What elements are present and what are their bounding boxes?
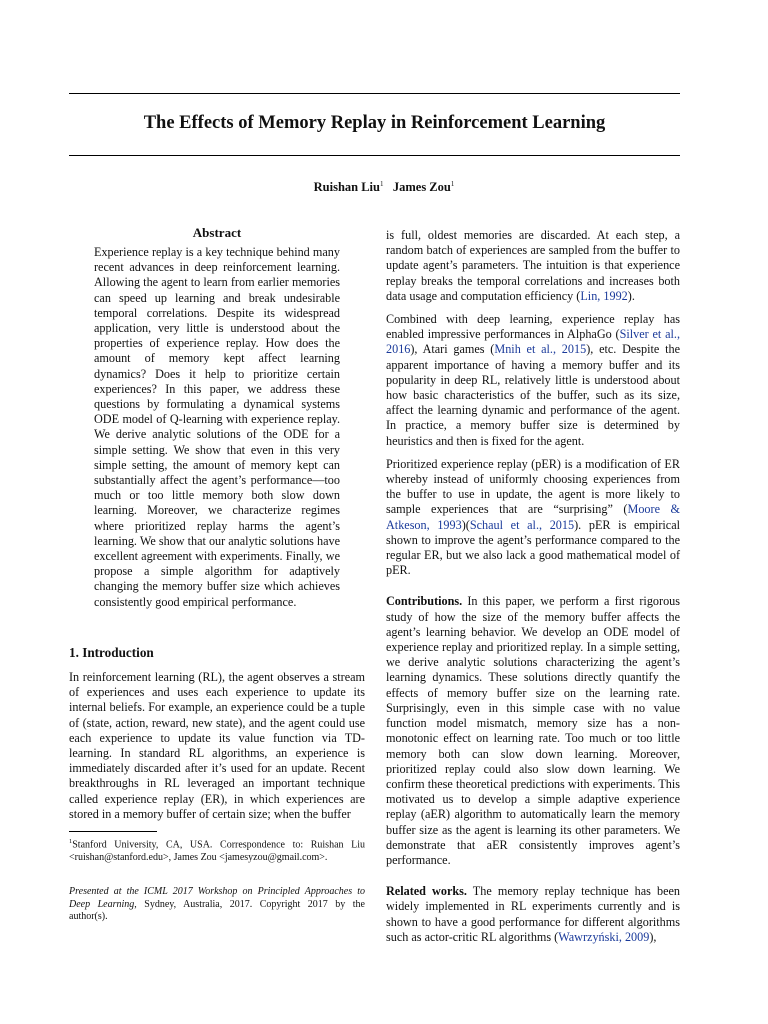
paragraph-lead: Contributions.	[386, 594, 463, 609]
footnote	[69, 836, 365, 865]
section-heading: 1. Introduction	[69, 645, 154, 660]
text-span: Combined with deep learning, experience replay has enabled impressive performances in AlphaGo (	[386, 312, 680, 342]
footnote-text: Stanford University, CA, USA. Correspondence to: Ruishan Liu <ruishan@stanford.edu>, James Zou <jamesyzou@gmail.com>.	[69, 839, 365, 863]
venue-note	[69, 886, 365, 924]
text-span: ).	[627, 288, 635, 303]
footnote-mark: 1	[69, 838, 73, 845]
author-name: Ruishan Liu	[313, 180, 380, 195]
paragraph	[386, 457, 680, 579]
text-span: ). pER is empirical shown to improve the agent’s performance compared to the regular ER, but we also lack a good mathematical model of pER.	[386, 517, 681, 578]
citation-link[interactable]: Wawrzyński, 2009	[558, 929, 650, 944]
text-span: is full, oldest memories are discarded. At each step, a random batch of experiences are sampled from the buffer to update agent’s parameters. The intuition is that experience replay breaks the temporal correlations and increases both data usage and computation efficiency (	[386, 228, 680, 303]
top-rule	[69, 93, 680, 94]
paragraph	[386, 594, 680, 868]
title-rule	[69, 155, 680, 156]
intro-column	[69, 670, 365, 830]
citation-link[interactable]: Silver et al., 2016	[386, 327, 681, 357]
text-span: ), Atari games (	[410, 342, 495, 357]
paragraph: In reinforcement learning (RL), the agent observes a stream of experiences and uses each experience to update its internal beliefs. For example, an experience could be a tuple of (state, action, reward, new state), and the agent could use each experience to update its value function via TD-learning. In standard RL algorithms, an experience is immediately discarded after it’s used for an update. Recent breakthroughs in RL leveraged an important technique called experience replay (ER), in which experiences are stored in a memory buffer of certain size; when the buffer	[69, 670, 365, 821]
text-span: In this paper, we perform a first rigorous study of how the size of the memory buffer affects the agent’s learning behavior. We develop an ODE model of experience replay and prioritized replay. In a simple setting, we derive analytic solutions characterizing the agent’s learning dynamics. These solutions directly quantify the effects of memory buffer size on the learning rate. Surprisingly, even in this simple case with no value function model mismatch, memory size has a non-monotonic effect on learning rate. Too much or too little memory both can slow down learning. Moreover, prioritized replay could also slow down learning. We confirm these theoretical predictions with experiments. This motivated us to develop a simple adaptive experience replay (aER) algorithm to automatically learn the memory buffer size as the agent is learning its other parameters. We demonstrate that aER consistently improves agent’s performance.	[386, 594, 680, 867]
right-column	[386, 228, 680, 953]
text-span: )(	[461, 517, 470, 532]
text-span: The memory replay technique has been widely implemented in RL experiments currently and is shown to have a good performance for different algorithms such as actor-critic RL algorithms (	[386, 884, 680, 944]
paper-title: The Effects of Memory Replay in Reinforcement Learning	[143, 113, 606, 133]
abstract-heading: Abstract	[192, 225, 242, 240]
author-name: James Zou	[392, 180, 451, 195]
paragraph-lead: Related works.	[386, 884, 467, 899]
author-line	[0, 180, 768, 195]
paragraph	[386, 884, 680, 945]
venue-italic: Presented at the ICML 2017 Workshop on Principled Approaches to Deep Learning	[69, 886, 365, 910]
citation-link[interactable]: Lin, 1992	[580, 288, 628, 303]
abstract-text: Experience replay is a key technique behind many recent advances in deep reinforcement learning. Allowing the agent to learn from earlier memories can speed up learning and break undesirable temporal correlations. Despite its widespread application, very little is understood about the properties of experience replay. How does the amount of memory kept affect learning dynamics? Does it help to prioritize certain experiences? In this paper, we address these questions by formulating a dynamical systems ODE model of Q-learning with experience replay. We derive analytic solutions of the ODE for a simple setting. We show that even in this very simple setting, the amount of memory kept can substantially affect the agent’s performance—too much or too little memory both slow down learning. Moreover, we characterize regimes where prioritized replay harms the agent’s learning. We show that our analytic solutions have excellent agreement with experiments. Finally, we propose a simple algorithm for adaptively changing the memory buffer size which achieves consistently good empirical performance.	[94, 245, 340, 609]
citation-link[interactable]: Schaul et al., 2015	[469, 517, 575, 532]
text-span: ),	[649, 929, 657, 944]
footnote-rule	[69, 831, 157, 832]
paragraph	[386, 228, 680, 304]
author-affiliation: 1	[450, 180, 455, 188]
text-span: Prioritized experience replay (pER) is a modification of ER whereby instead of uniformly choosing experiences from the buffer to use in update, the agent is more likely to sample experiences that are “surprising” (	[386, 456, 680, 517]
paragraph	[386, 312, 680, 449]
author-affiliation: 1	[379, 180, 384, 188]
citation-link[interactable]: Mnih et al., 2015	[494, 342, 587, 357]
citation-link[interactable]: Moore & Atkeson, 1993	[386, 502, 680, 532]
text-span: ), etc. Despite the apparent importance of having a memory buffer and its popularity in deep RL, relatively little is understood about how basic characteristics of the buffer, such as its size, affect the learning dynamic and performance of the agent. In practice, a memory buffer size is determined by heuristics and then is fixed for the agent.	[386, 342, 680, 448]
venue-rest: , Sydney, Australia, 2017. Copyright 2017 by the author(s).	[69, 898, 365, 923]
